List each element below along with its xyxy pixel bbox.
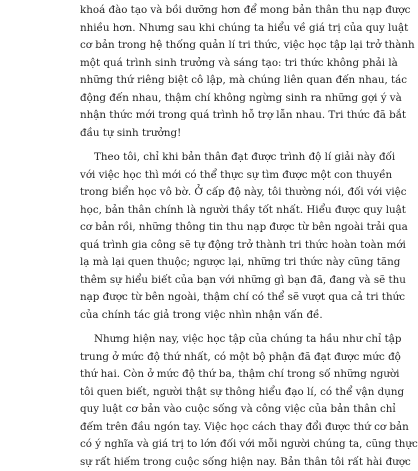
text-line: nhận thức mới trong quá trình hỗ trợ lẫn nhau. Tri thức đã bắt [80,107,323,125]
text-line: Nhưng hiện nay, việc học tập của chúng ta hầu như chỉ tập [80,331,323,349]
paragraph [80,2,323,142]
text-line: lạ mà lại quen thuộc; ngược lại, những tri thức này cũng tăng [80,254,323,272]
text-line: nạp được từ bên ngoài, thậm chí có thể sẽ vượt qua cả tri thức [80,289,323,307]
text-line: trung ở mức độ thứ nhất, có một bộ phận đã đạt được mức độ [80,349,323,367]
text-line: Theo tôi, chỉ khi bản thân đạt được trình độ lí giải này đối [80,149,323,167]
text-line: cơ bản trong hệ thống quản lí tri thức, việc học tập lại trở thành [80,37,323,55]
text-line: khoá đào tạo và bồi dưỡng hơn để mong bản thân thu nạp được [80,2,323,20]
text-line: quá trình gia công sẽ tự động trở thành tri thức hoàn toàn mới [80,237,323,255]
paragraph [80,331,323,471]
text-line: thêm sự hiểu biết của bạn với những gì bạn đã, đang và sẽ thu [80,272,323,290]
text-line: quy luật cơ bản vào cuộc sống và công việc của bản thân chỉ [80,401,323,419]
text-line: đếm trên đầu ngón tay. Việc học cách thay đổi được thứ cơ bản [80,419,323,437]
text-line: những thứ riêng biệt cô lập, mà chúng liên quan đến nhau, tác [80,72,323,90]
text-line: một quá trình sinh trưởng và sáng tạo: tri thức không phải là [80,55,323,73]
text-line: với việc học thì mới có thể thực sự tìm được một con thuyền [80,167,323,185]
text-line: học, bản thân chính là người thầy tốt nhất. Hiểu được quy luật [80,202,323,220]
paragraph [80,149,323,324]
body-text [80,2,323,471]
text-line: động đến nhau, thậm chí không ngừng sinh ra những gợi ý và [80,90,323,108]
text-line: cơ bản rồi, những thông tin thu nạp được từ bên ngoài trải qua [80,219,323,237]
text-line: thứ hai. Còn ở mức độ thứ ba, thậm chí trong số những người [80,366,323,384]
text-line: nhiều hơn. Nhưng sau khi chúng ta hiểu về giá trị của quy luật [80,20,323,38]
text-line: của chính tác giả trong việc nhìn nhận vấn đề. [80,307,323,325]
text-line: tôi quen biết, người thật sự thông hiểu đạo lí, có thể vận dụng [80,384,323,402]
text-line: đầu tự sinh trưởng! [80,125,323,143]
text-line: sự rất hiếm trong cuộc sống hiện nay. Bản thân tôi rất hài được [80,454,323,471]
text-line: có ý nghĩa và giá trị to lớn đối với mỗi người chúng ta, cũng thực [80,436,323,454]
text-line: trong biển học vô bờ. Ở cấp độ này, tôi thường nói, đối với việc [80,184,323,202]
